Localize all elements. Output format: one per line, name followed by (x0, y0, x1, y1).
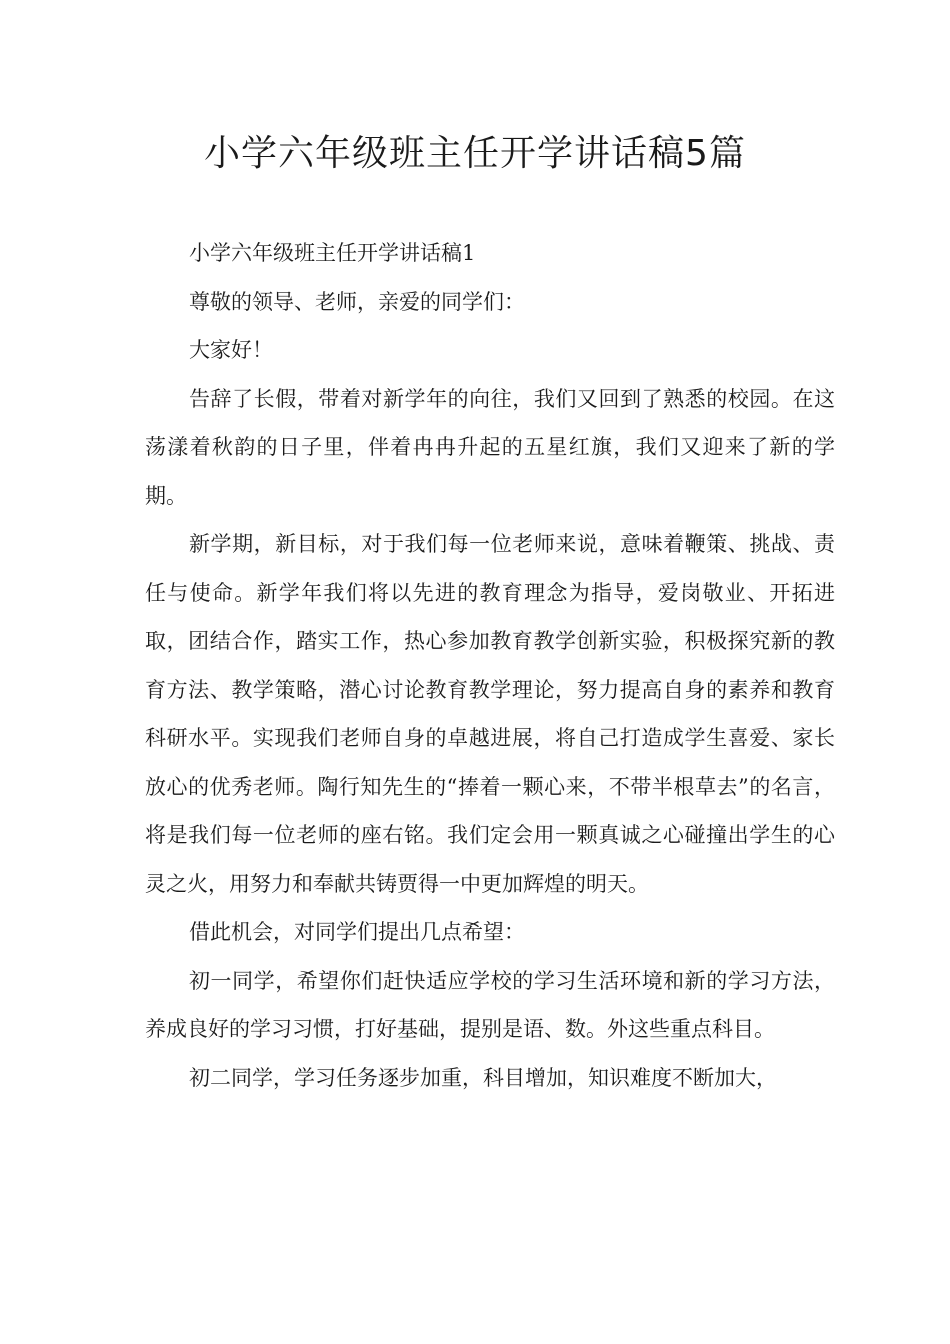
section-heading: 小学六年级班主任开学讲话稿1 (189, 241, 476, 265)
paragraph: 初二同学，学习任务逐步加重，科目增加，知识难度不断加大， (189, 1065, 777, 1090)
document-title: 小学六年级班主任开学讲话稿5篇 (204, 133, 746, 174)
document-body (145, 229, 835, 1102)
paragraph: 新学期，新目标，对于我们每一位老师来说，意味着鞭策、挑战、责任与使命。新学年我们将以先进的教育理念为指导，爱岗敬业、开拓进取，团结合作，踏实工作，热心参加教育教学创新实验，积极探究新的教育方法、教学策略，潜心讨论教育教学理论，努力提高自身的素养和教育科研水平。实现我们老师自身的卓越进展，将自己打造成学生喜爱、家长放心的优秀老师。陶行知先生的“捧着一颗心来，不带半根草去”的名言，将是我们每一位老师的座右铭。我们定会用一颗真诚之心碰撞出学生的心灵之火，用努力和奉献共铸贾得一中更加辉煌的明天。 (145, 532, 835, 896)
salutation: 尊敬的领导、老师，亲爱的同学们： (189, 289, 525, 314)
paragraph: 借此机会，对同学们提出几点希望： (189, 920, 525, 944)
paragraph: 初一同学，希望你们赶快适应学校的学习生活环境和新的学习方法，养成良好的学习习惯，打好基础，提别是语、数。外这些重点科目。 (145, 968, 835, 1041)
greeting: 大家好！ (189, 338, 273, 362)
paragraph: 告辞了长假，带着对新学年的向往，我们又回到了熟悉的校园。在这荡漾着秋韵的日子里，伴着冉冉升起的五星红旗，我们又迎来了新的学期。 (145, 386, 835, 508)
